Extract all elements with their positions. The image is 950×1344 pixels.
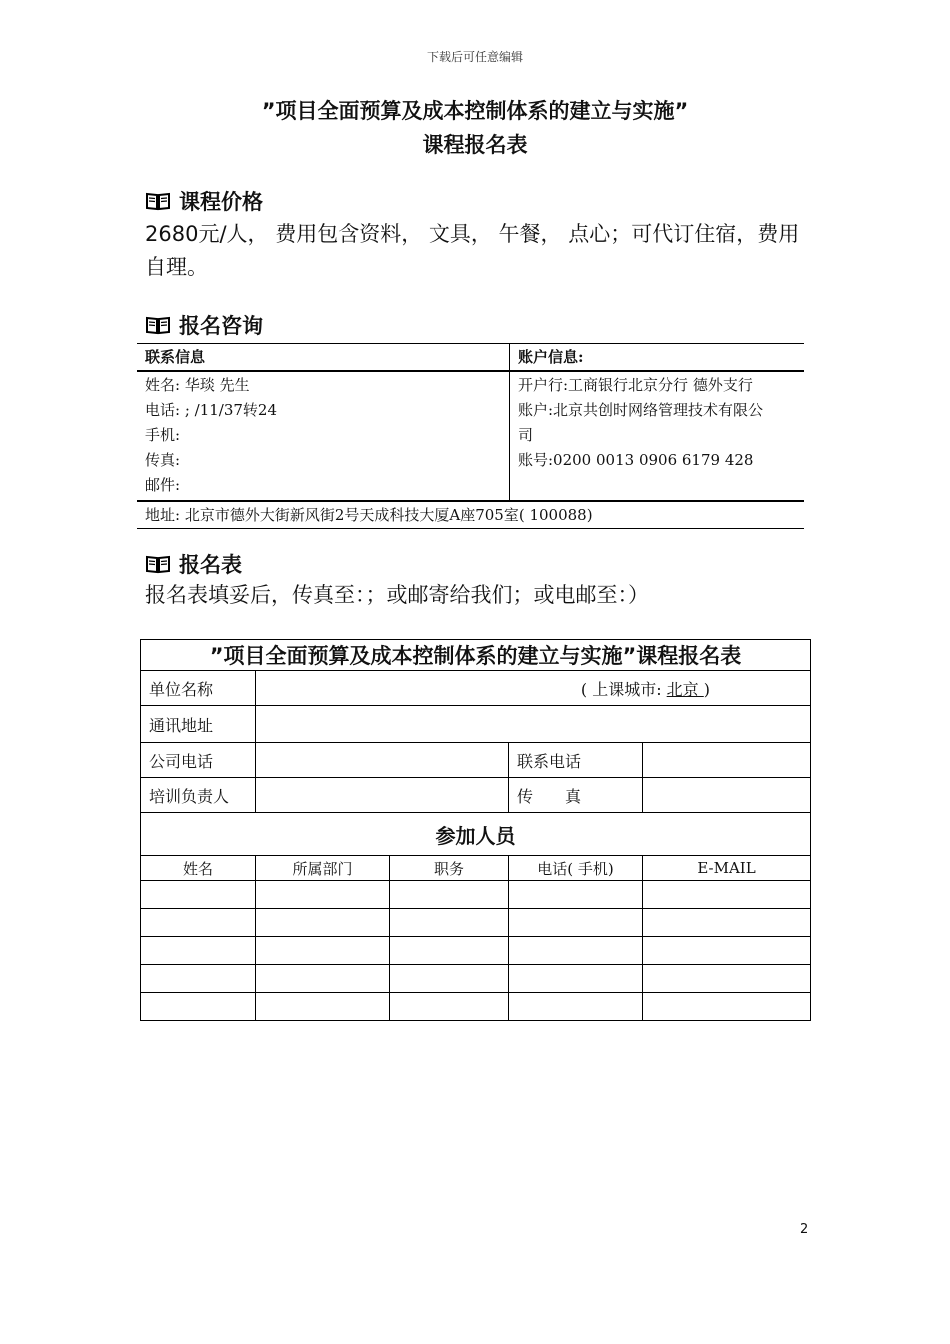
col-position: 职务 <box>390 856 509 881</box>
participant-department-field[interactable] <box>256 881 390 909</box>
participant-department-field[interactable] <box>256 993 390 1021</box>
training-head-field[interactable] <box>256 778 509 813</box>
unit-name-label: 单位名称 <box>141 671 256 706</box>
participant-phone-field[interactable] <box>509 937 643 965</box>
open-book-icon <box>145 554 171 574</box>
address-field-row <box>141 706 811 743</box>
contact-header-row <box>137 344 804 372</box>
participant-row <box>141 965 811 993</box>
contact-phone-field[interactable] <box>643 743 811 778</box>
participants-row <box>141 813 811 856</box>
col-department: 所属部门 <box>256 856 390 881</box>
participant-name-field[interactable] <box>141 965 256 993</box>
participant-position-field[interactable] <box>390 965 509 993</box>
participants-columns-row <box>141 856 811 881</box>
fax-field[interactable] <box>643 778 811 813</box>
participant-email-field[interactable] <box>643 993 811 1021</box>
participant-department-field[interactable] <box>256 937 390 965</box>
participant-department-field[interactable] <box>256 909 390 937</box>
participant-name-field[interactable] <box>141 881 256 909</box>
section-form-heading <box>145 549 242 579</box>
unit-name-row <box>141 671 811 706</box>
participant-row <box>141 993 811 1021</box>
participant-position-field[interactable] <box>390 993 509 1021</box>
account-info-header: 账户信息: <box>510 344 805 372</box>
col-phone: 电话( 手机) <box>509 856 643 881</box>
contact-info-header: 联系信息 <box>137 344 510 372</box>
participant-row <box>141 937 811 965</box>
participant-phone-field[interactable] <box>509 881 643 909</box>
section-contact-heading <box>145 310 263 340</box>
participant-phone-field[interactable] <box>509 909 643 937</box>
form-table-title: ”项目全面预算及成本控制体系的建立与实施”课程报名表 <box>141 640 811 671</box>
participant-name-field[interactable] <box>141 993 256 1021</box>
company-phone-field[interactable] <box>256 743 509 778</box>
contact-fax: 传真: <box>145 451 181 469</box>
document-title-line2: 课程报名表 <box>422 133 528 157</box>
contact-body-row <box>137 371 804 501</box>
col-email: E-MAIL <box>643 856 811 881</box>
participant-name-field[interactable] <box>141 909 256 937</box>
unit-name-field[interactable] <box>256 671 811 706</box>
contact-info-cell <box>137 371 510 501</box>
participant-email-field[interactable] <box>643 965 811 993</box>
phone-row <box>141 743 811 778</box>
participant-phone-field[interactable] <box>509 993 643 1021</box>
open-book-icon <box>145 315 171 335</box>
account-holder-cont: 司 <box>518 426 534 444</box>
contact-table <box>137 343 804 529</box>
participant-department-field[interactable] <box>256 965 390 993</box>
participant-row <box>141 909 811 937</box>
registration-form-table <box>140 639 811 1021</box>
participant-position-field[interactable] <box>390 937 509 965</box>
participants-heading: 参加人员 <box>141 813 811 856</box>
contact-name: 姓名: 华琰 先生 <box>145 376 250 394</box>
section-form-title: 报名表 <box>179 553 242 577</box>
city-prefix: ( 上课城市: <box>580 679 667 699</box>
header-note: 下载后可任意编辑 <box>426 50 523 64</box>
training-head-label: 培训负责人 <box>141 778 256 813</box>
section-price-heading <box>145 186 263 216</box>
open-book-icon <box>145 191 171 211</box>
training-head-row <box>141 778 811 813</box>
address-label: 通讯地址 <box>141 706 256 743</box>
participant-phone-field[interactable] <box>509 965 643 993</box>
account-bank: 开户行:工商银行北京分行 德外支行 <box>518 376 753 394</box>
address-row <box>137 501 804 529</box>
participant-position-field[interactable] <box>390 881 509 909</box>
account-holder: 账户:北京共创时网络管理技术有限公 <box>518 401 764 419</box>
contact-mobile: 手机: <box>145 426 181 444</box>
fax-label: 传 真 <box>509 778 643 813</box>
city-suffix: ) <box>703 679 711 699</box>
participant-email-field[interactable] <box>643 881 811 909</box>
section-price-title: 课程价格 <box>179 190 263 214</box>
participant-position-field[interactable] <box>390 909 509 937</box>
address-field[interactable] <box>256 706 811 743</box>
section-contact-title: 报名咨询 <box>179 314 263 338</box>
participant-name-field[interactable] <box>141 937 256 965</box>
form-instructions: 报名表填妥后，传真至：；或邮寄给我们；或电邮至：） <box>145 583 649 607</box>
contact-email: 邮件: <box>145 476 181 494</box>
city-value: 北京 <box>666 679 704 699</box>
col-name: 姓名 <box>141 856 256 881</box>
company-phone-label: 公司电话 <box>141 743 256 778</box>
contact-phone: 电话: ; /11/37转24 <box>145 401 278 419</box>
document-title-line1: ”项目全面预算及成本控制体系的建立与实施” <box>261 99 689 123</box>
account-number: 账号:0200 0013 0906 6179 428 <box>518 451 754 469</box>
participant-email-field[interactable] <box>643 909 811 937</box>
contact-phone-label: 联系电话 <box>509 743 643 778</box>
participant-row <box>141 881 811 909</box>
account-info-cell <box>510 371 805 501</box>
page-number: 2 <box>800 1222 809 1237</box>
price-text: 2680元/人， 费用包含资料， 文具， 午餐， 点心；可代订住宿，费用自理。 <box>145 222 800 279</box>
participant-email-field[interactable] <box>643 937 811 965</box>
form-title-row <box>141 640 811 671</box>
address-cell: 地址: 北京市德外大街新风街2号天成科技大厦A座705室( 100088) <box>137 501 804 529</box>
